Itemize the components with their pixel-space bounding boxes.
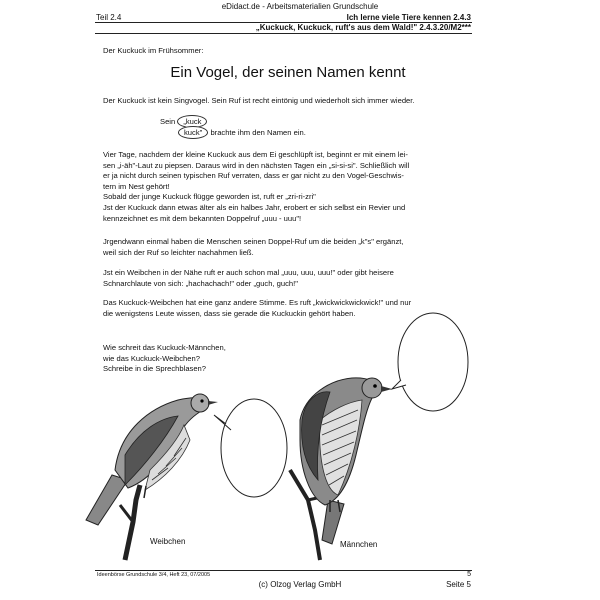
p4-line: Schnarchlaute von sich: „hachachach!" oder „guch, guch!": [103, 278, 298, 288]
caption-female: Weibchen: [150, 537, 186, 546]
call-suffix: brachte ihm den Namen ein.: [210, 128, 306, 137]
task-line: wie das Kuckuck-Weibchen?: [103, 353, 200, 363]
footer-copyright: (c) Olzog Verlag GmbH: [258, 580, 342, 589]
p4-line: Jst ein Weibchen in der Nähe ruft er auch schon mal „uuu, uuu, uuu!" oder gibt heisere: [103, 268, 394, 277]
footer-seite: Seite 5: [446, 580, 471, 589]
task-line: Wie schreit das Kuckuck-Männchen,: [103, 343, 226, 352]
site-header: eDidact.de - Arbeitsmaterialien Grundschule: [221, 2, 379, 11]
p2-line: Vier Tage, nachdem der kleine Kuckuck aus dem Ei geschlüpft ist, beginnt er mit einem lei-: [103, 150, 408, 159]
p2-line: er ja nicht durch seinen typischen Ruf verraten, dass er gar nicht zu den Vogel-Geschwis-: [103, 171, 404, 181]
p3-line: Jrgendwann einmal haben die Menschen seinen Doppel-Ruf um die beiden „k"s" ergänzt,: [103, 237, 404, 246]
p2-line: Jst der Kuckuck dann etwas älter als ein halbes Jahr, erobert er sich selbst ein Revier und: [103, 202, 406, 212]
call-bubble-2: kuck": [178, 126, 208, 139]
p2-line: tern im Nest gehört!: [103, 181, 170, 191]
intro-label: Der Kuckuck im Frühsommer:: [103, 46, 204, 55]
caption-male: Männchen: [340, 540, 378, 549]
p5-line: Das Kuckuck-Weibchen hat eine ganz andere Stimme. Es ruft „kwickwickwickwick!" und nur: [103, 298, 412, 307]
p3-line: weil sich der Ruf so leichter nachahmen ließ.: [103, 247, 254, 257]
page-title: Ein Vogel, der seinen Namen kennt: [170, 64, 406, 81]
section-label: Teil 2.4: [96, 13, 122, 22]
cuckoo-female-drawing: [86, 394, 218, 560]
p2-line: Sobald der junge Kuckuck flügge geworden ist, ruft er „zri-ri-zri": [103, 192, 316, 202]
footer-rule: [95, 570, 472, 571]
p2-line: kennzeichnet es mit dem bekannten Doppelruf „uuu - uuu"!: [103, 213, 302, 223]
speech-bubble-male[interactable]: [392, 313, 468, 411]
footer-page-number: 5: [467, 571, 471, 578]
footer-source: Ideenbörse Grundschule 3/4, Heft 23, 07/2005: [97, 572, 211, 578]
worksheet-subtitle: „Kuckuck, Kuckuck, ruft's aus dem Wald!" 2.4.3.20/M2***: [255, 23, 471, 32]
task-line: Schreibe in die Sprechblasen?: [103, 364, 207, 374]
call-prefix: Sein: [160, 117, 176, 126]
call-bubble-1: „kuck: [177, 115, 207, 128]
p2-line: sen „i-äh"-Laut zu piepsen. Daraus wird in den nächsten Tagen ein „si-si-si". Schließlich will: [103, 160, 410, 170]
cuckoo-male-drawing: [290, 378, 392, 560]
speech-bubble-female[interactable]: [214, 399, 287, 497]
p5-line: die wenigstens Leute wissen, dass sie gerade die Kuckuckin gehört haben.: [103, 308, 356, 318]
paragraph-1: Der Kuckuck ist kein Singvogel. Sein Ruf ist recht eintönig und wiederholt sich immer wieder.: [103, 96, 415, 105]
series-title: Ich lerne viele Tiere kennen 2.4.3: [346, 13, 471, 22]
